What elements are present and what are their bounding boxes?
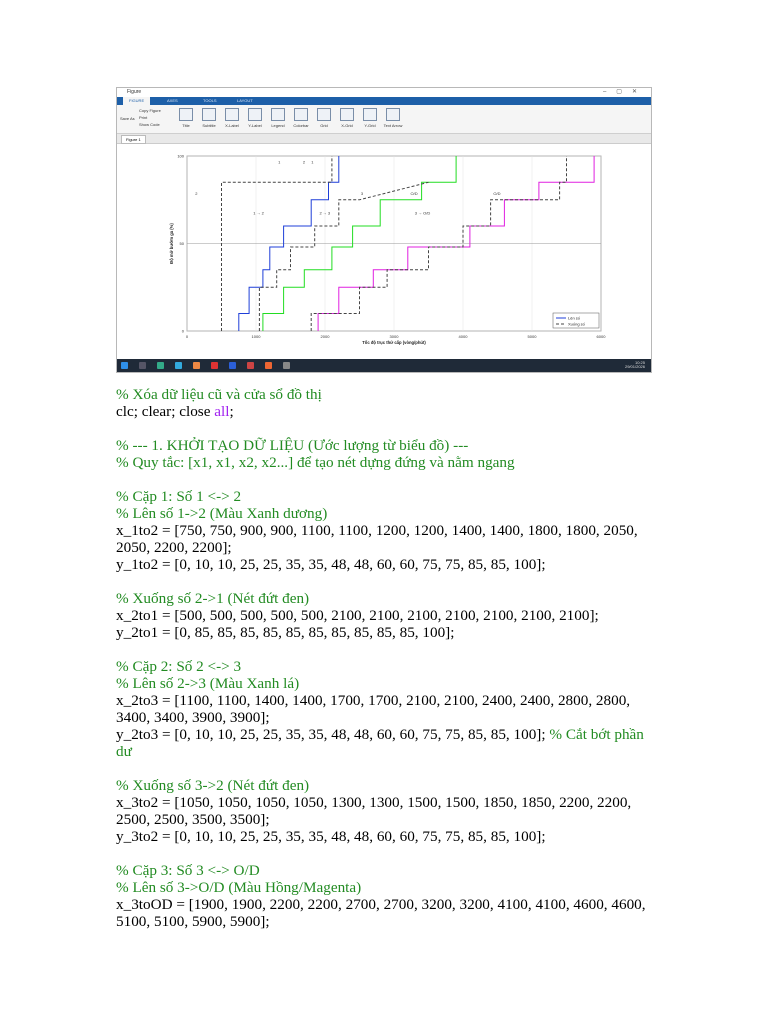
code-text: x_2to1 = [500, 500, 500, 500, 500, 2100, 2100, 2100, 2100, 2100, 2100, 2100]; [116, 607, 599, 624]
code-line [116, 692, 656, 726]
comment-line [116, 658, 656, 675]
text-arrow-button[interactable]: Text Arrow [382, 108, 404, 128]
folder-icon[interactable] [193, 362, 200, 369]
blank-line [116, 420, 656, 437]
blank-line [116, 641, 656, 658]
xgrid-icon [340, 108, 354, 121]
comment-text: % Cắt bớt phần dư [116, 726, 648, 760]
ygrid-icon [363, 108, 377, 121]
comment-text: % Xuống số 3->2 (Nét đứt đen) [116, 777, 310, 794]
matlab-icon[interactable] [265, 362, 272, 369]
comment-line [116, 879, 656, 896]
code-text: ; [229, 403, 234, 420]
grid-icon [317, 108, 331, 121]
annotation-label: 3 → O/D [414, 210, 431, 216]
code-line [116, 896, 656, 930]
code-line [116, 556, 656, 573]
ygrid-button[interactable]: Y-Grid [359, 108, 381, 128]
comment-text: % Cặp 1: Số 1 <-> 2 [116, 488, 242, 505]
xlabel-icon [225, 108, 239, 121]
comment-text: % Quy tắc: [x1, x1, x2, x2...] để tạo nét dựng đứng và nằm ngang [116, 454, 515, 471]
tab-axes[interactable]: AXES [167, 98, 178, 103]
save-as-button[interactable]: Save As [120, 116, 135, 121]
comment-text: % Lên số 2->3 (Màu Xanh lá) [116, 675, 300, 692]
windows-start-icon[interactable] [121, 362, 128, 369]
grid-button[interactable]: Grid [313, 108, 335, 128]
comment-text: % Cặp 2: Số 2 <-> 3 [116, 658, 242, 675]
browser-icon[interactable] [175, 362, 182, 369]
y-tick-label: 50 [179, 241, 184, 246]
x-tick-label: 0 [185, 334, 189, 339]
figure-screenshot [116, 87, 652, 373]
edge-icon[interactable] [157, 362, 164, 369]
shift-chart [117, 144, 651, 361]
code-text: y_3to2 = [0, 10, 10, 25, 25, 35, 35, 48, 48, 60, 60, 75, 75, 85, 85, 100]; [116, 828, 546, 845]
comment-line [116, 437, 656, 454]
code-text: y_2to3 = [0, 10, 10, 25, 25, 35, 35, 48, 48, 60, 60, 75, 75, 85, 85, 100]; [116, 726, 550, 743]
app-icon[interactable] [247, 362, 254, 369]
colorbar-button[interactable]: Colorbar [290, 108, 312, 128]
office-icon[interactable] [211, 362, 218, 369]
comment-line [116, 675, 656, 692]
annotation-label: 1 [278, 159, 281, 165]
annotation-label: O/D [410, 191, 418, 196]
taskbar [117, 359, 651, 372]
x-axis-label: Tốc độ trục thứ cấp (vòng/phút) [362, 340, 426, 345]
code-line [116, 607, 656, 624]
comment-text: % Xuống số 2->1 (Nét đứt đen) [116, 590, 310, 607]
code-document [116, 386, 656, 930]
code-text: x_3to2 = [1050, 1050, 1050, 1050, 1300, 1300, 1500, 1500, 1850, 1850, 2200, 2200, 2500, 2500, 3500, 3500]; [116, 794, 636, 828]
ribbon-tabs [117, 97, 651, 105]
annotation-label: O/D [493, 191, 501, 196]
code-text: y_2to1 = [0, 85, 85, 85, 85, 85, 85, 85, 85, 85, 85, 100]; [116, 624, 455, 641]
code-text: x_2to3 = [1100, 1100, 1400, 1400, 1700, 1700, 2100, 2100, 2400, 2400, 2800, 2800, 3400, 3400, 3900, 3900]; [116, 692, 634, 726]
code-text: x_3toOD = [1900, 1900, 2200, 2200, 2700, 2700, 3200, 3200, 4100, 4100, 4600, 4600, 5100, 5100, 5900, 5900]; [116, 896, 650, 930]
code-line [116, 522, 656, 556]
code-text: x_1to2 = [750, 750, 900, 900, 1100, 1100, 1200, 1200, 1400, 1400, 1800, 1800, 2050, 2050, 2200, 2200]; [116, 522, 642, 556]
code-text: y_1to2 = [0, 10, 10, 25, 25, 35, 35, 48, 48, 60, 60, 75, 75, 85, 85, 100]; [116, 556, 546, 573]
x-tick-label: 3000 [389, 334, 399, 339]
x-tick-label: 4000 [458, 334, 468, 339]
comment-line [116, 454, 656, 471]
comment-text: % Xóa dữ liệu cũ và cửa sổ đồ thị [116, 386, 322, 403]
blank-line [116, 471, 656, 488]
arrow-icon [386, 108, 400, 121]
legend-button[interactable]: Legend [267, 108, 289, 128]
code-line [116, 794, 656, 828]
annotation-label: 1 [311, 159, 314, 165]
annotation-label: 2 [195, 191, 198, 196]
window-title: Figure [127, 89, 142, 95]
blank-line [116, 760, 656, 777]
code-line [116, 624, 656, 641]
legend-icon [271, 108, 285, 121]
annotation-label: 2 [302, 159, 306, 165]
legend-entry: Xuống số [568, 321, 585, 327]
legend-entry: Lên số [568, 315, 581, 321]
window-controls[interactable]: –▢✕ [602, 89, 647, 95]
title-icon [179, 108, 193, 121]
comment-line [116, 862, 656, 879]
keyword-text: all [214, 403, 230, 420]
y-tick-label: 100 [177, 153, 184, 159]
comment-text: % Lên số 1->2 (Màu Xanh dương) [116, 505, 328, 522]
code-line [116, 828, 656, 845]
y-axis-label: Độ mở bướm ga (%) [169, 223, 174, 264]
xgrid-button[interactable]: X-Grid [336, 108, 358, 128]
blank-line [116, 573, 656, 590]
x-tick-label: 5000 [527, 334, 537, 339]
search-icon[interactable] [139, 362, 146, 369]
ribbon-toolbar [117, 105, 651, 134]
app2-icon[interactable] [283, 362, 290, 369]
code-text: clc; clear; close [116, 403, 215, 420]
comment-line [116, 488, 656, 505]
subtitle-button[interactable]: Subtitle [198, 108, 220, 128]
copy-figure-button[interactable]: Copy Figure [139, 108, 161, 113]
x-tick-label: 6000 [596, 334, 606, 339]
blank-line [116, 845, 656, 862]
subtitle-icon [202, 108, 216, 121]
show-code-button[interactable]: Show Code [139, 122, 160, 127]
comment-line [116, 777, 656, 794]
ylabel-icon [248, 108, 262, 121]
annotation-label: 1 → 2 [253, 210, 264, 216]
comment-text: % Lên số 3->O/D (Màu Hồng/Magenta) [116, 879, 362, 896]
code-line [116, 726, 656, 760]
xlabel-button[interactable]: X-Label [221, 108, 243, 128]
tab-tools[interactable]: TOOLS [203, 98, 217, 103]
figure-tabs [117, 134, 651, 144]
x-tick-label: 1000 [251, 334, 261, 339]
word-icon[interactable] [229, 362, 236, 369]
tab-layout[interactable]: LAYOUT [237, 98, 253, 103]
comment-text: % --- 1. KHỞI TẠO DỮ LIỆU (Ước lượng từ biểu đồ) --- [116, 437, 469, 454]
y-tick-label: 0 [181, 328, 184, 334]
x-tick-label: 2000 [320, 334, 330, 339]
colorbar-icon [294, 108, 308, 121]
ylabel-button[interactable]: Y-Label [244, 108, 266, 128]
print-button[interactable]: Print [139, 115, 148, 120]
title-button[interactable]: Title [175, 108, 197, 128]
figure-tab[interactable]: Figure 1 [121, 135, 146, 144]
annotation-label: 3 [360, 191, 364, 196]
comment-line [116, 505, 656, 522]
comment-line [116, 386, 656, 403]
annotation-label: 2 → 3 [319, 210, 331, 216]
comment-line [116, 590, 656, 607]
tab-figure[interactable]: FIGURE [123, 97, 150, 105]
code-line [116, 403, 656, 420]
comment-text: % Cặp 3: Số 3 <-> O/D [116, 862, 260, 879]
plot-area [117, 144, 651, 361]
window-titlebar [117, 88, 651, 97]
taskbar-clock[interactable]: 10:25 29/01/2026 [624, 360, 645, 369]
